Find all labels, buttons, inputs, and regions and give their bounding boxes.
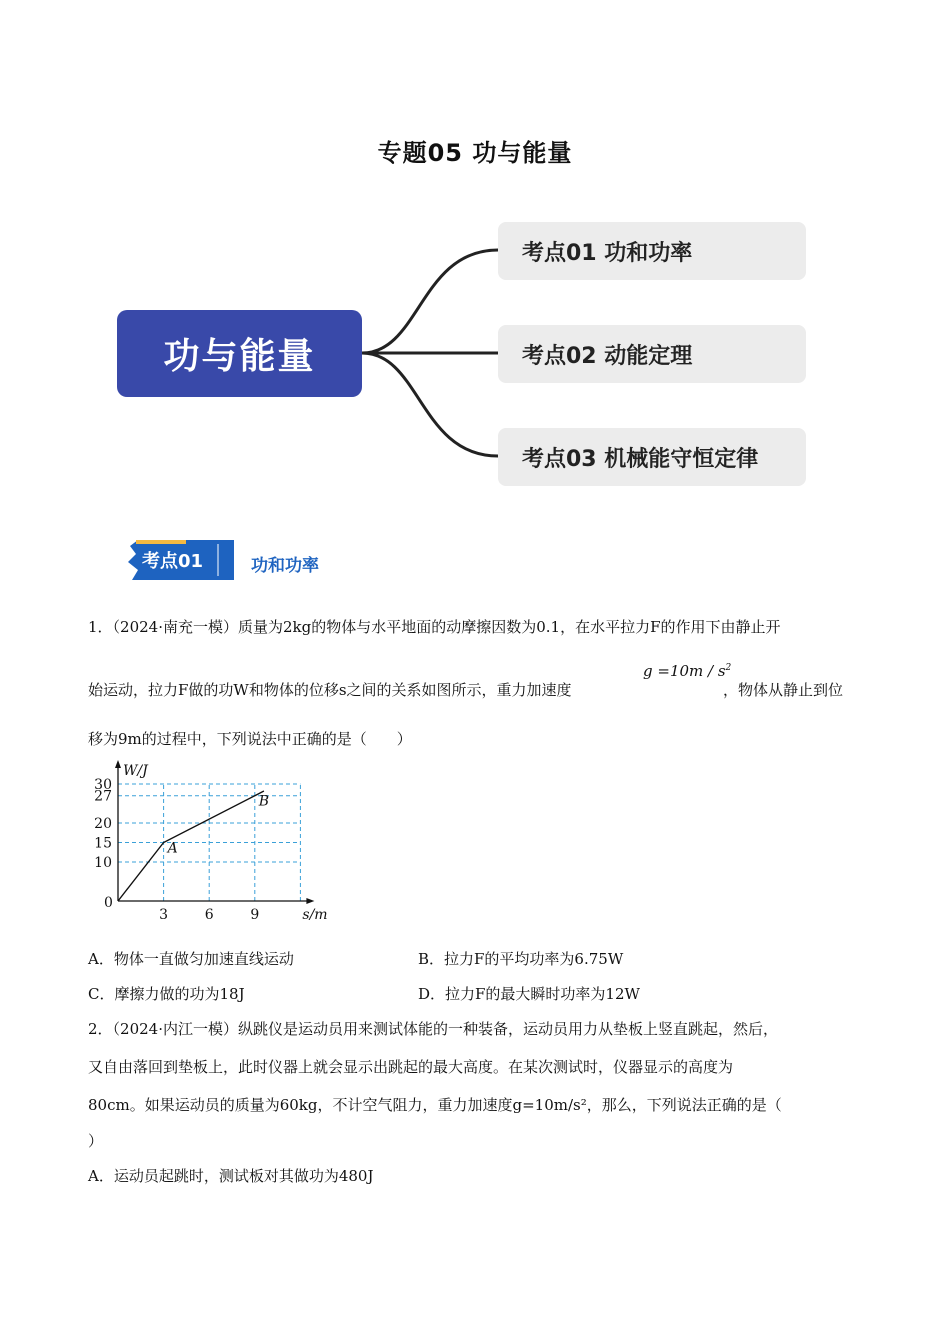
mindmap-connectors: [0, 0, 950, 520]
chart-grid: [118, 784, 300, 901]
x-tick-label: 6: [204, 907, 214, 923]
mindmap-root: 功与能量: [117, 310, 362, 397]
point-label-A: A: [167, 840, 178, 857]
x-tick-label: 9: [250, 907, 260, 923]
x-axis-label: s/m: [302, 907, 328, 923]
y-axis-label: W/J: [123, 763, 148, 779]
q1-option-a[interactable]: A．物体一直做匀加速直线运动: [88, 950, 294, 968]
q1-line-1: 1．（2024·南充一模）质量为2kg的物体与水平地面的动摩擦因数为0.1，在水平拉力F的作用下由静止开: [88, 618, 781, 636]
section-badge-label: 考点01: [142, 551, 204, 572]
page-title: 专题05 功与能量: [377, 139, 573, 167]
work-displacement-chart: [88, 760, 348, 925]
q2-line-1: 2．（2024·内江一模）纵跳仪是运动员用来测试体能的一种装备，运动员用力从垫板上竖直跳起，然后，: [88, 1020, 778, 1038]
q2-option-a[interactable]: A．运动员起跳时，测试板对其做功为480J: [88, 1167, 374, 1185]
q1-option-c[interactable]: C．摩擦力做的功为18J: [88, 985, 245, 1003]
origin-label: 0: [104, 895, 113, 911]
q2-line-2: 又自由落回到垫板上，此时仪器上就会显示出跳起的最大高度。在某次测试时，仪器显示的高度为: [88, 1058, 734, 1076]
x-tick-label: 3: [159, 907, 169, 923]
q1-line-2b: ，物体从静止到位: [723, 681, 844, 699]
point-label-B: B: [258, 793, 270, 810]
mindmap-branch-1: 考点01 功和功率: [498, 222, 806, 280]
x-axis-arrow: [306, 898, 314, 904]
q1-line-2a: 始运动，拉力F做的功W和物体的位移s之间的关系如图所示，重力加速度: [88, 681, 572, 699]
section-title: 功和功率: [251, 556, 319, 576]
y-tick-label: 30: [94, 777, 112, 793]
y-tick-label: 27: [94, 788, 112, 805]
q1-line-3: 移为9m的过程中，下列说法中正确的是（ ）: [88, 730, 412, 748]
y-tick-label: 10: [94, 855, 112, 871]
q1-formula: $g =10m / s^2$: [643, 662, 732, 680]
q1-option-d[interactable]: D．拉力F的最大瞬时功率为12W: [418, 985, 640, 1003]
q2-line-3: 80cm。如果运动员的质量为60kg，不计空气阻力，重力加速度g=10m/s²，那么，下列说法正确的是（: [88, 1096, 782, 1114]
q2-line-4: ）: [88, 1132, 104, 1150]
mindmap-branch-3: 考点03 机械能守恒定律: [498, 428, 806, 486]
chart-series: [118, 791, 269, 901]
q1-option-b[interactable]: B．拉力F的平均功率为6.75W: [418, 950, 624, 968]
y-tick-label: 15: [94, 835, 112, 852]
series-line: [118, 791, 264, 901]
y-tick-label: 20: [94, 816, 112, 832]
y-axis-arrow: [115, 760, 121, 768]
mindmap-branch-2: 考点02 动能定理: [498, 325, 806, 383]
